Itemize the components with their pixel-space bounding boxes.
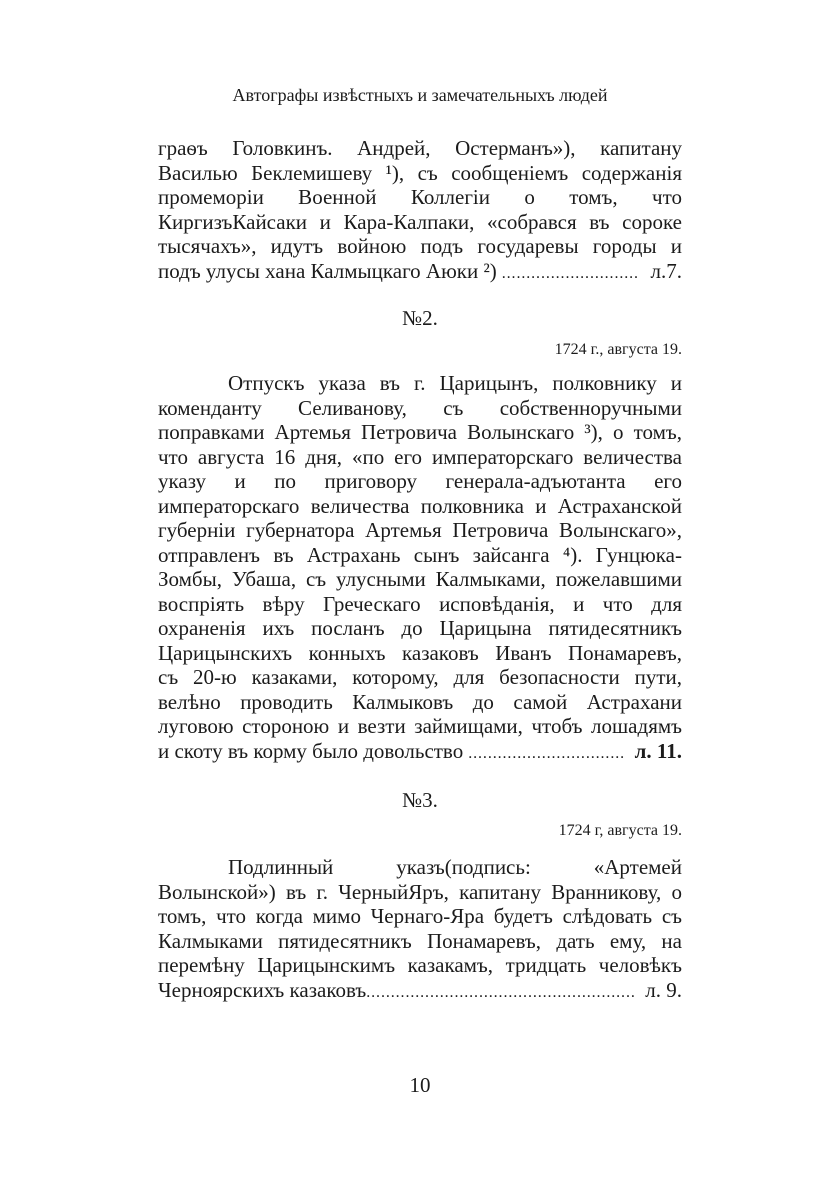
text-line: коменданту Селиванову, съ собственноручными (158, 395, 682, 420)
text-line: поправками Артемья Петровича Волынскаго ³), о томъ, (158, 420, 682, 444)
text-line: томъ, что когда мимо Чернаго-Яра будетъ слѣдовать съ (158, 904, 682, 928)
text-line-end: и скоту въ корму было довольство (158, 738, 464, 763)
text-line-end: подъ улусы хана Калмыцкаго Аюки ²) (158, 258, 497, 283)
text-line-with-leader (158, 259, 682, 284)
text-line: императорскаго величества полковника и Астраханской (158, 493, 682, 518)
folio-reference: л. 11. (634, 738, 682, 763)
running-title: Автографы извѣстныхъ и замечательныхъ людей (232, 85, 608, 105)
text-line: граѳъ Головкинъ. Андрей, Остерманъ»), капитану (158, 136, 682, 160)
dot-leader: ............................ (501, 264, 639, 282)
text-line: тысячахъ», идутъ войною подъ государевы городы и (158, 234, 682, 258)
text-line-with-leader (158, 978, 682, 1003)
text-line: велѣно проводить Калмыковъ до самой Астрахани (158, 689, 682, 714)
text-line: съ 20-ю казаками, которому, для безопасности пути, (158, 665, 682, 689)
dot-leader: ................................ (468, 744, 626, 762)
text-line: луговою стороною и везти займищами, чтобъ лошадямъ (158, 714, 682, 738)
text-line: охраненія ихъ посланъ до Царицына пятидесятникъ (158, 616, 682, 640)
document-date: 1724 г, августа 19. (558, 822, 682, 839)
text-line: Василью Беклемишеву ¹), съ сообщеніемъ содержанія (158, 160, 682, 185)
text-line-end: Черноярскихъ казаковъ (158, 977, 367, 1002)
document-number: №3. (402, 788, 438, 812)
text-line: КиргизъКайсаки и Кара-Калпаки, «собрався въ сороке (158, 209, 682, 234)
folio-reference: л. 9. (645, 977, 682, 1002)
text-line: указу и по приговору генерала-адъютанта его (158, 469, 682, 493)
text-line: Зомбы, Убаша, съ улусными Калмыками, пожелавшими (158, 567, 682, 591)
dot-leader: ....................................................... (366, 983, 636, 1001)
text-line: отправленъ въ Астрахань сынъ зайсанга ⁴). Гунцюка- (158, 542, 682, 567)
text-line: Отпускъ указа въ г. Царицынъ, полковнику и (228, 371, 682, 395)
text-line: Царицынскихъ конныхъ казаковъ Иванъ Понамаревъ, (158, 640, 682, 665)
document-2-paragraph (158, 371, 682, 763)
text-line: Калмыками пятидесятникъ Понамаревъ, дать ему, на (158, 928, 682, 953)
text-line-with-leader (158, 739, 682, 764)
document-date: 1724 г., августа 19. (554, 341, 682, 358)
text-line: перемѣну Царицынскимъ казакамъ, тридцать человѣкъ (158, 953, 682, 977)
text-line: Волынской») въ г. ЧерныйЯръ, капитану Вранникову, о (158, 879, 682, 904)
text-line: промеморіи Военной Коллегіи о томъ, что (158, 185, 682, 209)
text-line: губерніи губернатора Артемья Петровича Волынскаго», (158, 518, 682, 542)
document-3-paragraph (158, 855, 682, 1002)
document-number: №2. (402, 306, 438, 330)
continuation-paragraph (158, 136, 682, 283)
text-line: воспріять вѣру Греческаго исповѣданія, и что для (158, 591, 682, 616)
text-line: что августа 16 дня, «по его императорскаго величества (158, 444, 682, 469)
folio-reference: л.7. (650, 258, 682, 283)
page-number: 10 (409, 1073, 431, 1097)
text-line: Подлинный указъ(подпись: «Артемей (228, 855, 682, 879)
